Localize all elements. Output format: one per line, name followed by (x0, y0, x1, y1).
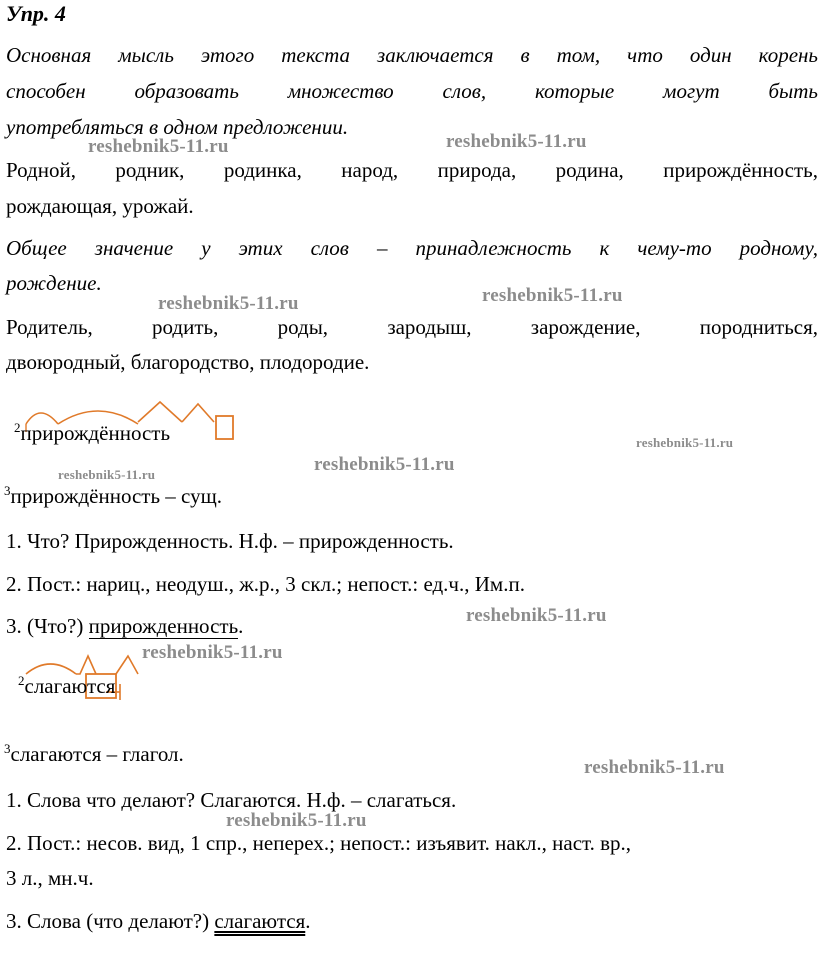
meaning-line-1: Общее значение у этих слов – принадлежность к чему-то родному, (6, 236, 818, 260)
analysis-2-predicate-underlined: слагаются (214, 909, 306, 933)
morph-index-2: 2 (18, 673, 25, 688)
analysis-1-line-3 (6, 612, 243, 640)
suffix-mark-2 (182, 404, 214, 422)
morph-parse-1 (14, 419, 170, 447)
word-list-1-line-1: Родной, родник, родинка, народ, природа, родина, прирождённость, (6, 158, 818, 182)
watermark: reshebnik5-11.ru (446, 131, 587, 152)
analysis-2-line-3 (6, 907, 311, 935)
main-idea-line-3: употребляться в одном предложении. (6, 115, 349, 139)
morph-word-1: прирождённость (20, 421, 171, 445)
main-idea-line-2: способен образовать множество слов, которые могут быть (6, 79, 818, 103)
analysis-2-index: 3 (4, 741, 11, 756)
word-list-2-line-1: Родитель, родить, роды, зародыш, зарождение, породниться, (6, 315, 818, 339)
analysis-2-title: слагаются – глагол. (10, 742, 184, 766)
analysis-2-line-2b: 3 л., мн.ч. (6, 866, 94, 890)
analysis-1-line-2: 2. Пост.: нариц., неодуш., ж.р., 3 скл.; непост.: ед.ч., Им.п. (6, 572, 525, 596)
word-list-1-line-2: рождающая, урожай. (6, 194, 194, 218)
watermark: reshebnik5-11.ru (636, 435, 734, 450)
analysis-1-title: прирождённость – сущ. (10, 484, 223, 508)
analysis-2-line-3-end: . (305, 909, 311, 933)
ending-box (216, 416, 233, 439)
watermark: reshebnik5-11.ru (314, 454, 455, 475)
watermark: reshebnik5-11.ru (482, 285, 623, 306)
exercise-title: Упр. 4 (6, 1, 66, 26)
postfix-mark (116, 656, 138, 674)
meaning-line-2: рождение. (6, 271, 102, 295)
analysis-1-heading (4, 482, 222, 510)
analysis-1-line-3-end: . (238, 614, 244, 638)
morph-parse-2 (18, 672, 115, 700)
analysis-2-heading (4, 740, 184, 768)
morph-word-2: слагаются (24, 674, 116, 698)
watermark: reshebnik5-11.ru (58, 467, 156, 482)
analysis-2-line-1: 1. Слова что делают? Слагаются. Н.ф. – слагаться. (6, 788, 457, 812)
watermark: reshebnik5-11.ru (466, 605, 607, 626)
main-idea-line-1: Основная мысль этого текста заключается в том, что один корень (6, 43, 818, 67)
analysis-1-line-1: 1. Что? Прирожденность. Н.ф. – прирожденность. (6, 529, 454, 553)
analysis-2-line-2a: 2. Пост.: несов. вид, 1 спр., неперех.; непост.: изъявит. накл., наст. вр., (6, 831, 632, 855)
analysis-1-line-3-prefix: 3. (Что?) (6, 614, 89, 638)
analysis-1-subject-underlined: прирожденность (88, 614, 239, 638)
analysis-2-line-3-prefix: 3. Слова (что делают?) (6, 909, 215, 933)
watermark: reshebnik5-11.ru (226, 810, 367, 831)
morph-index-1: 2 (14, 420, 21, 435)
watermark: reshebnik5-11.ru (142, 642, 283, 663)
word-list-2-line-2: двоюродный, благородство, плодородие. (6, 350, 370, 374)
watermark: reshebnik5-11.ru (584, 757, 725, 778)
watermark: reshebnik5-11.ru (158, 293, 299, 314)
watermark: reshebnik5-11.ru (88, 136, 229, 157)
analysis-1-index: 3 (4, 483, 11, 498)
